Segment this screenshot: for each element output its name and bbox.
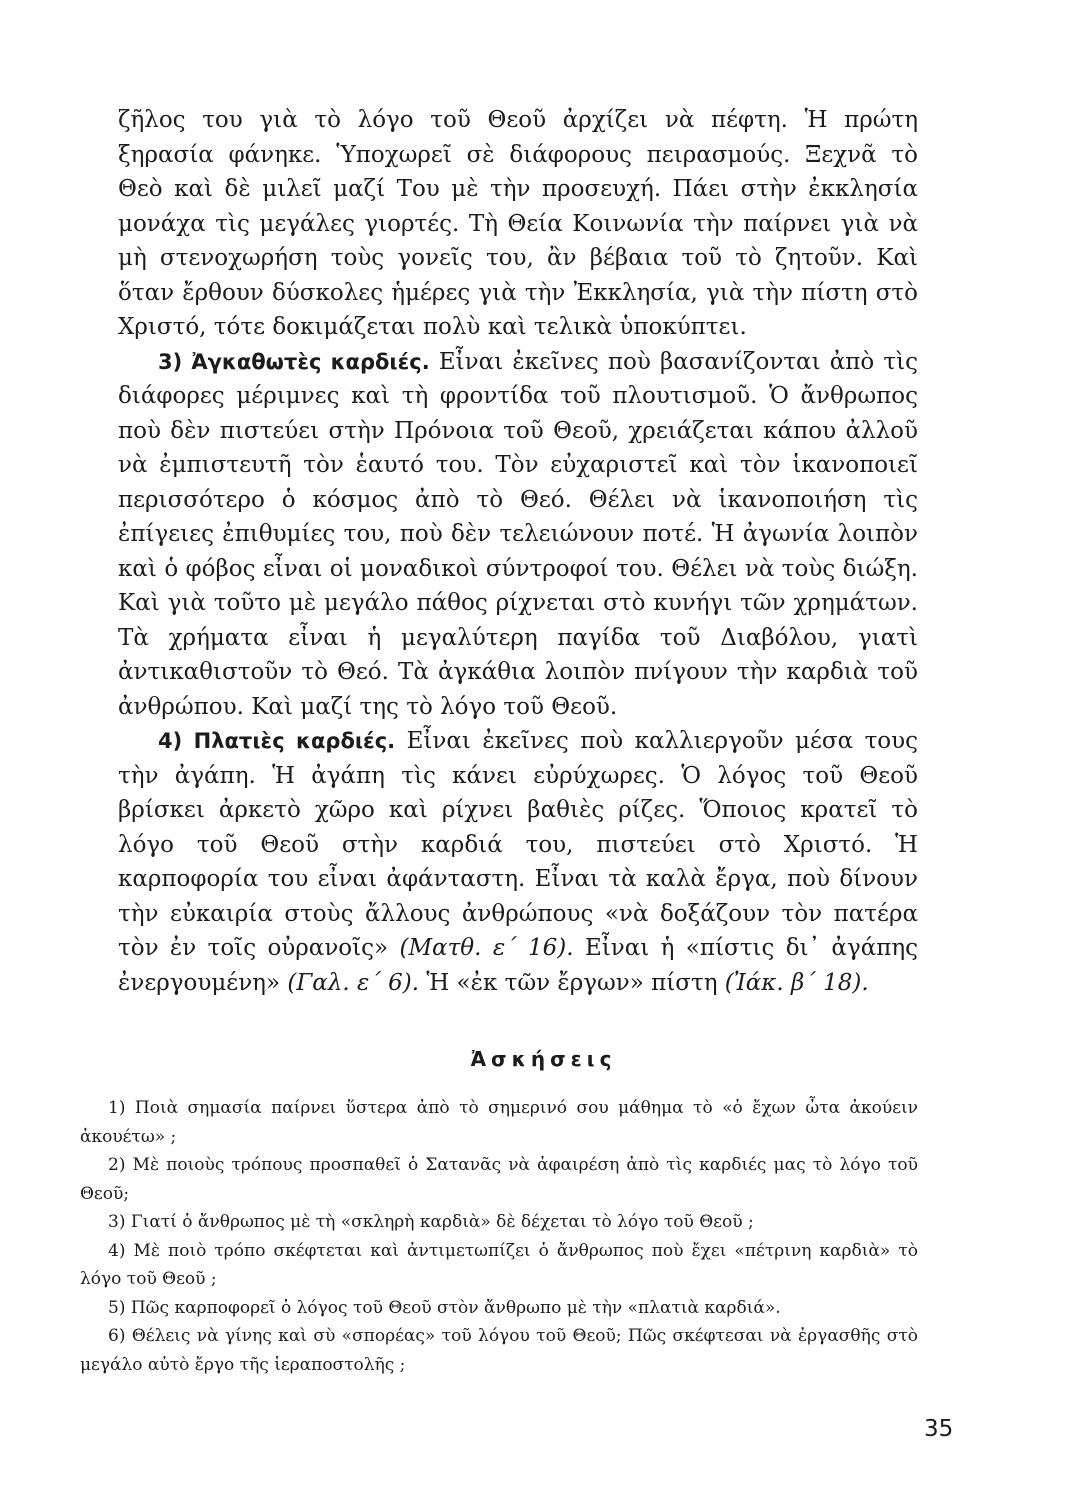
- exercises-list: [80, 1094, 918, 1379]
- scripture-ref-galatians: (Γαλ. ε΄ 6).: [287, 969, 420, 996]
- exercises-title: Ἀσκήσεις: [470, 1047, 617, 1071]
- section-3-heading: 3) Ἀγκαθωτὲς καρδιές.: [158, 349, 430, 374]
- scripture-ref-matthew: (Ματθ. ε΄ 16).: [399, 935, 574, 961]
- section-3-text: Εἶναι ἐκεῖνες ποὺ βασανίζονται ἀπὸ τὶς διάφορες μέριμνες καὶ τὴ φροντίδα τοῦ πλουτισμοῦ. Ὁ ἄνθρωπος ποὺ δὲν πιστεύει στὴν Πρόνοια τοῦ Θεοῦ, χρειάζεται κάπου ἀλλοῦ νὰ ἐμπιστευτῆ τὸν ἑαυτό του. Τὸν εὐχαριστεῖ καὶ τὸν ἱκανοποιεῖ περισσότερο ὁ κόσμος ἀπὸ τὸ Θεό. Θέλει νὰ ἱκανοποιήση τὶς ἐπίγειες ἐπιθυμίες του, ποὺ δὲν τελειώνουν ποτέ. Ἡ ἀγωνία λοιπὸν καὶ ὁ φόβος εἶναι οἱ μοναδικοὶ σύντροφοί του. Θέλει νὰ τοὺς διώξη. Καὶ γιὰ τοῦτο μὲ μεγάλο πάθος ρίχνεται στὸ κυνήγι τῶν χρημάτων. Τὰ χρήματα εἶναι ἡ μεγαλύτερη παγίδα τοῦ Διαβόλου, γιατὶ ἀντικαθιστοῦν τὸ Θεό. Τὰ ἀγκάθια λοιπὸν πνίγουν τὴν καρδιὰ τοῦ ἀνθρώπου. Καὶ μαζί της τὸ λόγο τοῦ Θεοῦ.: [118, 348, 918, 720]
- scripture-ref-james: (Ἰάκ. β΄ 18).: [724, 969, 869, 996]
- section-4-text-a: Εἶναι ἐκεῖνες ποὺ καλλιεργοῦν μέσα τους τὴν ἀγάπη. Ἡ ἀγάπη τὶς κάνει εὐρύχωρες. Ὁ λόγος τοῦ Θεοῦ βρίσκει ἀρκετὸ χῶρο καὶ ρίχνει βαθιὲς ρίζες. Ὅποιος κρατεῖ τὸ λόγο τοῦ Θεοῦ στὴν καρδιά του, πιστεύει στὸ Χριστό. Ἡ καρποφορία του εἶναι ἀφάνταστη. Εἶναι τὰ καλὰ ἔργα, ποὺ δίνουν τὴν εὐκαιρία στοὺς ἄλλους ἀνθρώπους «νὰ δοξάζουν τὸν πατέρα τὸν ἐν τοῖς οὐρανοῖς»: [118, 728, 919, 961]
- section-3-paragraph: [118, 345, 918, 725]
- exercise-item-2: 2) Μὲ ποιοὺς τρόπους προσπαθεῖ ὁ Σατανᾶς νὰ ἀφαιρέση ἀπὸ τὶς καρδιές μας τὸ λόγο τοῦ Θεοῦ;: [80, 1155, 918, 1204]
- exercise-item-3: 3) Γιατί ὁ ἄνθρωπος μὲ τὴ «σκληρὴ καρδιὰ» δὲ δέχεται τὸ λόγο τοῦ Θεοῦ ;: [108, 1212, 754, 1232]
- main-text: [118, 103, 918, 1000]
- section-4-text-c: Ἡ «ἐκ τῶν ἔργων» πίστη: [426, 969, 718, 996]
- intro-paragraph: ζῆλος του γιὰ τὸ λόγο τοῦ Θεοῦ ἀρχίζει νὰ πέφτη. Ἡ πρώτη ξηρασία φάνηκε. Ὑποχωρεῖ σὲ διάφορους πειρασμούς. Ξεχνᾶ τὸ Θεὸ καὶ δὲ μιλεῖ μαζί Του μὲ τὴν προσευχή. Πάει στὴν ἐκκλησία μονάχα τὶς μεγάλες γιορτές. Τὴ Θεία Κοινωνία τὴν παίρνει γιὰ νὰ μὴ στενοχωρήση τοὺς γονεῖς του, ἂν βέβαια τοῦ τὸ ζητοῦν. Καὶ ὅταν ἔρθουν δύσκολες ἡμέρες γιὰ τὴν Ἐκκλησία, γιὰ τὴν πίστη στὸ Χριστό, τότε δοκιμάζεται πολὺ καὶ τελικὰ ὑποκύπτει.: [118, 107, 918, 340]
- section-4-paragraph: [118, 724, 918, 1000]
- exercise-item-1: 1) Ποιὰ σημασία παίρνει ὕστερα ἀπὸ τὸ σημερινό σου μάθημα τὸ «ὁ ἔχων ὦτα ἀκούειν ἀκουέτω» ;: [80, 1098, 918, 1147]
- section-4-heading: 4) Πλατιὲς καρδιές.: [158, 729, 396, 753]
- exercise-item-6: 6) Θέλεις νὰ γίνης καὶ σὺ «σπορέας» τοῦ λόγου τοῦ Θεοῦ; Πῶς σκέφτεσαι νὰ ἐργασθῆς στὸ μεγάλο αὐτὸ ἔργο τῆς ἱεραποστολῆς ;: [80, 1326, 918, 1375]
- page-number: 35: [924, 1416, 954, 1442]
- section-4-text-b: Εἶναι ἡ «πίστις δι᾽ ἀγάπης ἐνεργουμένη»: [118, 935, 919, 996]
- exercise-item-5: 5) Πῶς καρποφορεῖ ὁ λόγος τοῦ Θεοῦ στὸν ἄνθρωπο μὲ τὴν «πλατιὰ καρδιά».: [108, 1297, 781, 1318]
- exercise-item-4: 4) Μὲ ποιὸ τρόπο σκέφτεται καὶ ἀντιμετωπίζει ὁ ἄνθρωπος ποὺ ἔχει «πέτρινη καρδιὰ» τὸ λόγο τοῦ Θεοῦ ;: [80, 1240, 918, 1289]
